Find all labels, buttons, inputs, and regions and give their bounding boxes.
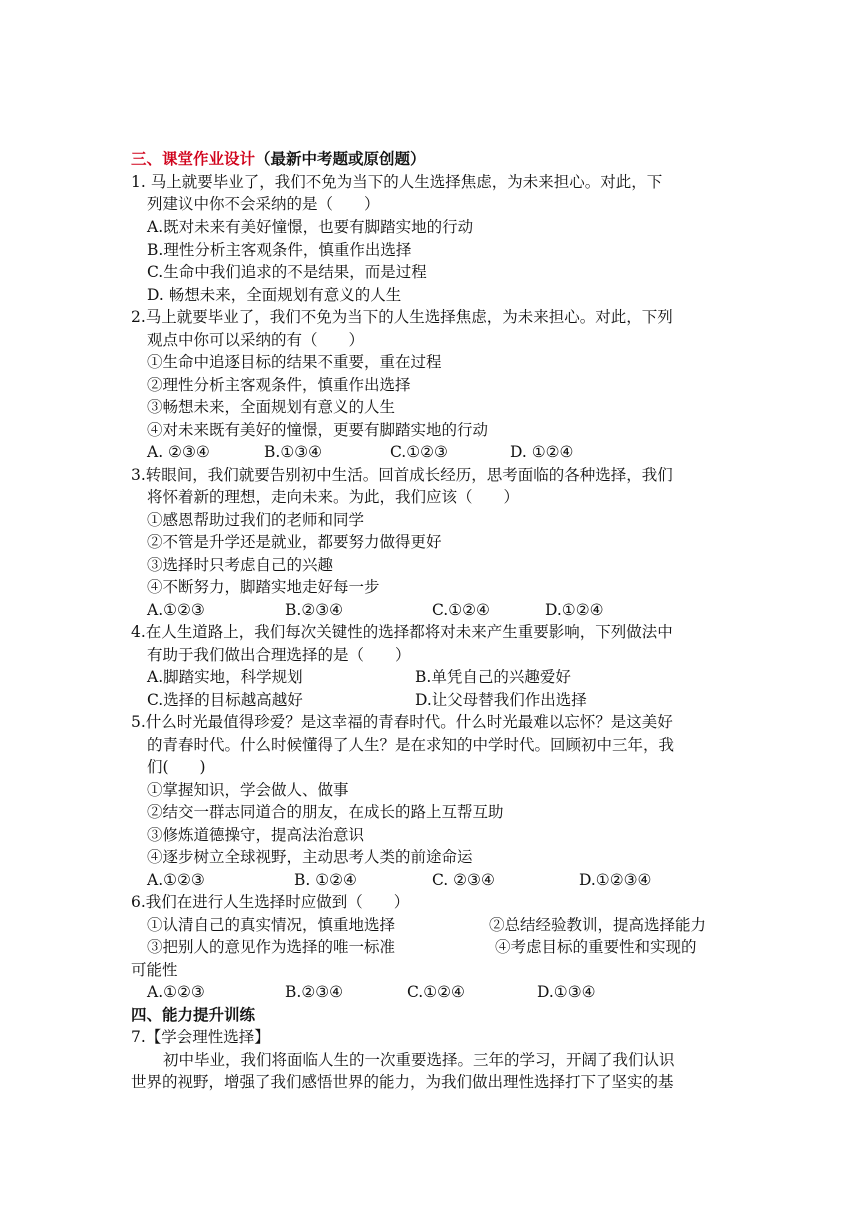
q2-statement-2: ②理性分析主客观条件，慎重作出选择 [147,376,411,394]
section-3-title-note: （最新中考题或原创题） [255,149,426,168]
q5-statement-2: ②结交一群志同道合的朋友，在成长的路上互帮互助 [147,803,504,821]
q4-stem-line2: 有助于我们做出合理选择的是（ ） [147,646,411,664]
q4-option-b: B.单凭自己的兴趣爱好 [415,668,571,686]
q2-statement-4: ④对未来既有美好的憧憬，更要有脚踏实地的行动 [147,421,489,439]
q3-statement-1: ①感恩帮助过我们的老师和同学 [147,511,365,529]
q6-statement-1: ①认清自己的真实情况，慎重地选择 [147,916,396,934]
q6-statement-4-cont: 可能性 [131,961,178,979]
q5-statement-1: ①掌握知识，学会做人、做事 [147,781,349,799]
q5-statement-4: ④逐步树立全球视野，主动思考人类的前途命运 [147,848,473,866]
q5-option-b: B. ①②④ [294,871,357,889]
q2-statement-3: ③畅想未来，全面规划有意义的人生 [147,398,396,416]
q5-stem-line2: 的青春时代。什么时候懂得了人生？是在求知的中学时代。回顾初中三年，我 [147,736,675,754]
q2-option-a: A. ②③④ [147,443,210,461]
q3-stem-line2: 将怀着新的理想，走向未来。为此，我们应该（ ） [147,488,520,506]
q6-option-a: A.①②③ [147,983,205,1001]
q5-option-a: A.①②③ [147,871,205,889]
q7-paragraph-line1: 初中毕业，我们将面临人生的一次重要选择。三年的学习，开阔了我们认识 [163,1051,675,1069]
q1-option-b: B.理性分析主客观条件，慎重作出选择 [147,241,412,259]
q7-paragraph-line2: 世界的视野，增强了我们感悟世界的能力，为我们做出理性选择打下了坚实的基 [131,1073,674,1091]
q6-statement-2: ②总结经验教训，提高选择能力 [489,916,707,934]
q3-statement-3: ③选择时只考虑自己的兴趣 [147,556,334,574]
q2-option-b: B.①③④ [264,443,323,461]
q2-option-d: D. ①②④ [510,443,574,461]
q3-option-b: B.②③④ [285,601,344,619]
q4-stem-line1: 4.在人生道路上，我们每次关键性的选择都将对未来产生重要影响，下列做法中 [131,623,673,641]
q3-statement-4: ④不断努力，脚踏实地走好每一步 [147,578,380,596]
q5-stem-line3: 们( ) [147,758,206,776]
q1-stem-line2: 列建议中你不会采纳的是（ ） [147,195,380,213]
q7-title: 7.【学会理性选择】 [131,1028,270,1046]
q2-option-c: C.①②③ [390,443,448,461]
q2-stem-line1: 2.马上就要毕业了，我们不免为当下的人生选择焦虑，为未来担心。对此，下列 [131,308,673,326]
q6-option-b: B.②③④ [285,983,344,1001]
q4-option-d: D.让父母替我们作出选择 [415,691,587,709]
q2-statement-1: ①生命中追逐目标的结果不重要，重在过程 [147,353,442,371]
q2-stem-line2: 观点中你可以采纳的有（ ） [147,331,365,349]
q4-option-a: A.脚踏实地，科学规划 [147,668,303,686]
q5-option-c: C. ②③④ [432,871,495,889]
q3-option-d: D.①②④ [545,601,604,619]
q3-option-c: C.①②④ [432,601,490,619]
section-4-title: 四、能力提升训练 [131,1005,256,1024]
q5-statement-3: ③修炼道德操守，提高法治意识 [147,826,365,844]
q5-stem-line1: 5.什么时光最值得珍爱？是这幸福的青春时代。什么时光最难以忘怀？是这美好 [131,713,673,731]
q6-stem: 6.我们在进行人生选择时应做到（ ） [131,893,410,911]
q1-option-d: D. 畅想未来，全面规划有意义的人生 [147,286,402,304]
q1-option-c: C.生命中我们追求的不是结果，而是过程 [147,263,427,281]
q3-stem-line1: 3.转眼间，我们就要告别初中生活。回首成长经历，思考面临的各种选择，我们 [131,466,673,484]
q6-statement-4: ④考虑目标的重要性和实现的 [495,938,697,956]
q6-statement-3: ③把别人的意见作为选择的唯一标准 [147,938,396,956]
q3-statement-2: ②不管是升学还是就业，都要努力做得更好 [147,533,442,551]
q1-option-a: A.既对未来有美好憧憬，也要有脚踏实地的行动 [147,218,474,236]
q6-option-c: C.①②④ [407,983,465,1001]
q6-option-d: D.①③④ [537,983,596,1001]
section-3-title-red: 三、课堂作业设计 [131,149,256,168]
q4-option-c: C.选择的目标越高越好 [147,691,303,709]
q5-option-d: D.①②③④ [579,871,652,889]
section-3-title [131,148,426,170]
q1-stem-line1: 1. 马上就要毕业了，我们不免为当下的人生选择焦虑，为未来担心。对此，下 [131,173,663,191]
q3-option-a: A.①②③ [147,601,205,619]
